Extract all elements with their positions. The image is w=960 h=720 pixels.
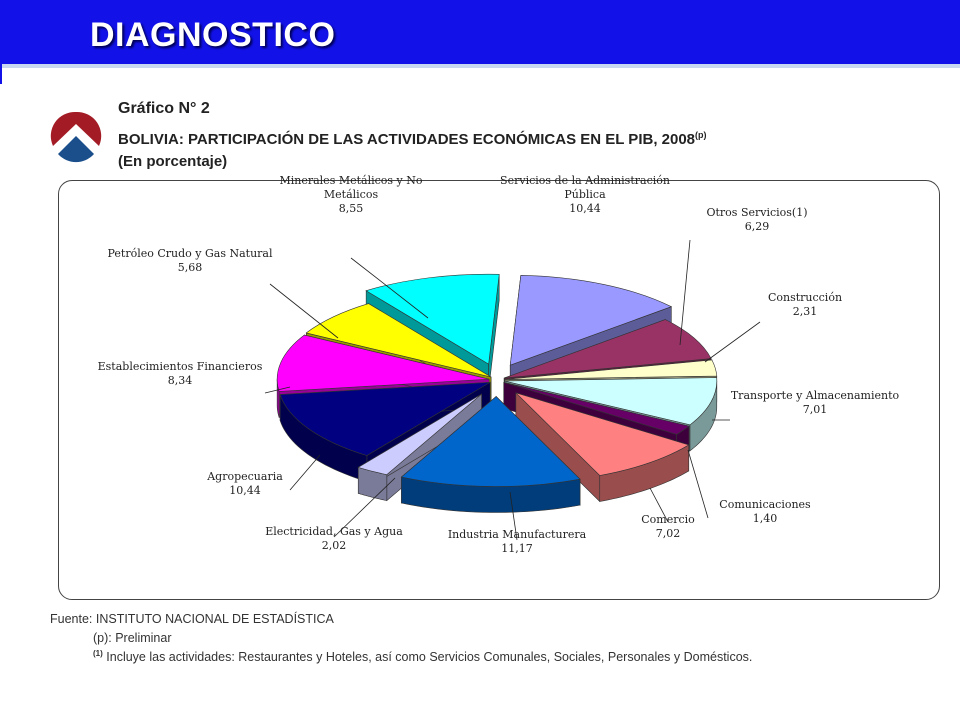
chart-title-text: BOLIVIA: PARTICIPACIÓN DE LAS ACTIVIDADES ECONÓMICAS EN EL PIB, 2008: [118, 131, 696, 148]
note-1-marker: (1): [93, 649, 103, 658]
slice-category-label: Construcción: [767, 291, 843, 304]
leader-line: [705, 322, 760, 362]
slice-value-label: 6,29: [744, 220, 770, 233]
graph-number: Gráfico N° 2: [118, 100, 210, 117]
slice-value-label: 5,68: [177, 261, 203, 274]
slice-category-label: Metálicos: [323, 188, 379, 201]
slice-value-label: 7,02: [655, 527, 681, 540]
slice-category-label: Comunicaciones: [719, 498, 811, 511]
slice-value-label: 2,02: [321, 539, 347, 552]
slice-category-label: Comercio: [641, 513, 695, 526]
leader-line: [680, 240, 690, 345]
leader-line: [688, 450, 708, 518]
slice-value-label: 8,55: [338, 202, 364, 215]
chart-title-marker: (p): [695, 130, 707, 140]
note-1-text: Incluye las actividades: Restaurantes y Hoteles, así como Servicios Comunales, Sociales, Personales y Domésticos.: [106, 650, 753, 665]
slice-category-label: Minerales Metálicos y No: [279, 174, 423, 187]
slice-value-label: 11,17: [501, 542, 533, 555]
source-line: Fuente: INSTITUTO NACIONAL DE ESTADÍSTICA: [50, 612, 334, 626]
note-preliminary: (p): Preliminar: [93, 631, 172, 645]
slice-category-label: Servicios de la Administración: [500, 174, 670, 187]
slice-category-label: Pública: [564, 188, 606, 201]
slice-value-label: 8,34: [167, 374, 193, 387]
slice-category-label: Agropecuaria: [207, 470, 283, 483]
leader-line: [290, 455, 320, 490]
slice-category-label: Otros Servicios(1): [706, 206, 808, 219]
slice-value-label: 10,44: [569, 202, 601, 215]
slice-value-label: 10,44: [229, 484, 261, 497]
note-1: [93, 649, 752, 664]
slice-category-label: Transporte y Almacenamiento: [730, 389, 900, 402]
slice-category-label: Establecimientos Financieros: [97, 360, 263, 373]
leader-line: [270, 284, 338, 338]
slice-category-label: Electricidad, Gas y Agua: [265, 525, 403, 538]
slice-category-label: Industria Manufacturera: [447, 528, 587, 541]
chart-subtitle: (En porcentaje): [118, 153, 228, 170]
slice-value-label: 7,01: [802, 403, 828, 416]
slice-value-label: 2,31: [792, 305, 818, 318]
banner-title: DIAGNOSTICO: [90, 16, 336, 54]
slice-category-label: Petróleo Crudo y Gas Natural: [107, 247, 273, 260]
slice-value-label: 1,40: [752, 512, 778, 525]
